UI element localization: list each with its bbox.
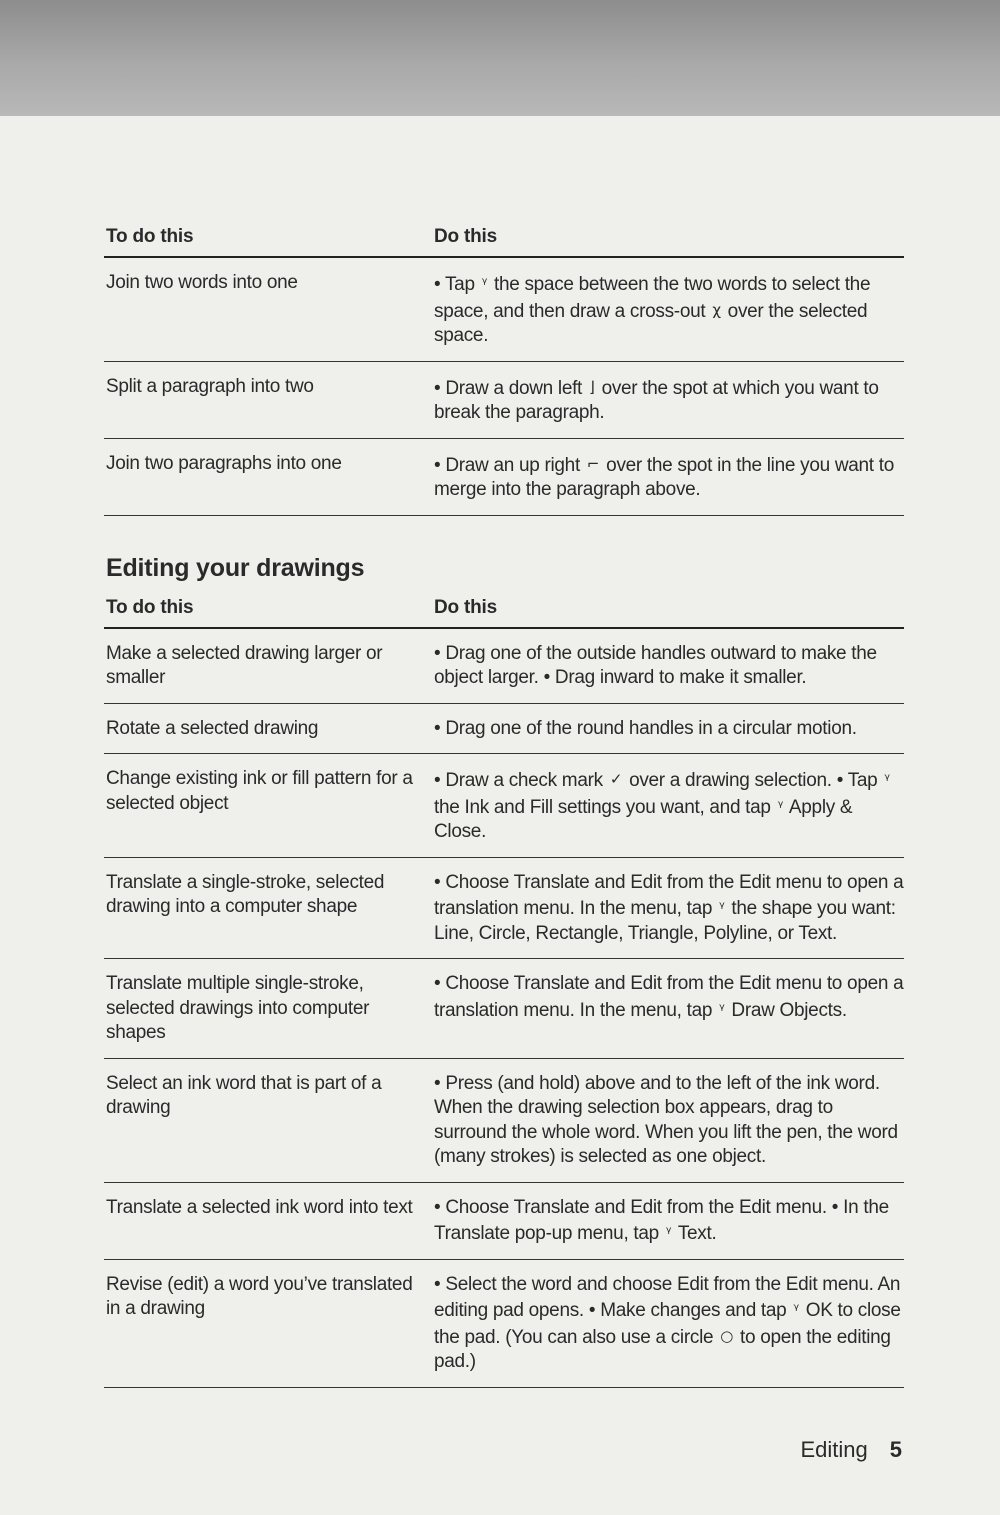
tap-gesture-icon: ᵞ	[777, 796, 783, 815]
table-row	[104, 257, 904, 361]
task-cell: Change existing ink or fill pattern for a selected object	[104, 754, 432, 858]
steps-text: • Draw an up right	[434, 454, 585, 476]
steps-text: the space between the two words to select the space, and then draw a cross-out	[434, 274, 871, 322]
table-body	[104, 257, 904, 515]
table-row	[104, 857, 904, 959]
steps-text: the shape you want: Line, Circle, Rectangle, Triangle, Polyline, or Text.	[434, 898, 896, 944]
steps-text: over the spot in the line you want to merge into the paragraph above.	[434, 454, 894, 500]
steps-text: over the spot at which you want to break the paragraph.	[434, 377, 879, 423]
steps-text: OK to close the pad. (You can also use a circle	[434, 1300, 901, 1348]
column-header-steps: Do this	[432, 593, 904, 628]
steps-cell	[432, 257, 904, 361]
steps-text: • Press (and hold) above and to the left of the ink word. When the drawing selection box appears, drag to surround the whole word. When you lift the pen, the word (many strokes) is selected as one object.	[434, 1072, 898, 1167]
task-cell: Translate a selected ink word into text	[104, 1182, 432, 1259]
steps-text: to open the editing pad.)	[434, 1326, 891, 1372]
steps-text: • Choose Translate and Edit from the Edit menu. • In the Translate pop-up menu, tap	[434, 1196, 889, 1244]
down-left-gesture-icon: ⌋	[589, 377, 595, 396]
circle-gesture-icon: ○	[720, 1326, 734, 1345]
footer-section-name: Editing	[800, 1437, 868, 1462]
gesture-table-text	[104, 222, 904, 516]
task-cell: Revise (edit) a word you’ve translated in a drawing	[104, 1259, 432, 1387]
steps-text: • Select the word and choose Edit from the Edit menu. An editing pad opens. • Make changes and tap	[434, 1273, 901, 1321]
tap-gesture-icon: ᵞ	[884, 770, 890, 788]
task-cell: Translate multiple single-stroke, selected drawings into computer shapes	[104, 959, 432, 1059]
table-row	[104, 1182, 904, 1259]
steps-text: • Drag one of the round handles in a circular motion.	[434, 717, 857, 739]
steps-text: • Drag one of the outside handles outward to make the object larger. • Drag inward to make it smaller.	[434, 642, 877, 688]
up-right-gesture-icon: ⌐	[586, 454, 600, 473]
table-row	[104, 754, 904, 858]
steps-cell	[432, 1058, 904, 1182]
steps-text: • Draw a check mark	[434, 770, 608, 791]
table-row	[104, 959, 904, 1059]
table-row	[104, 703, 904, 754]
task-cell: Join two paragraphs into one	[104, 438, 432, 515]
steps-text: • Choose Translate and Edit from the Edit menu to open a translation menu. In the menu, tap	[434, 973, 904, 1021]
steps-cell	[432, 703, 904, 754]
page-number: 5	[889, 1437, 902, 1462]
steps-cell	[432, 1259, 904, 1387]
table-row	[104, 628, 904, 704]
steps-cell	[432, 628, 904, 704]
cross-out-gesture-icon: χ	[712, 300, 721, 319]
column-header-task: To do this	[104, 593, 432, 628]
table-row	[104, 438, 904, 515]
steps-text: over a drawing selection. • Tap	[624, 770, 883, 791]
steps-text: • Draw a down left	[434, 377, 588, 399]
steps-text: Text.	[673, 1223, 717, 1244]
check-mark-gesture-icon: ✓	[609, 770, 623, 788]
page-content	[104, 222, 904, 1388]
table-row	[104, 361, 904, 438]
table-header-row	[104, 593, 904, 628]
gesture-table-drawings	[104, 593, 904, 1388]
steps-cell	[432, 959, 904, 1059]
section-title: Editing your drawings	[106, 553, 365, 582]
column-header-task: To do this	[104, 222, 432, 257]
task-cell: Translate a single-stroke, selected drawing into a computer shape	[104, 857, 432, 959]
steps-text: • Choose Translate and Edit from the Edit menu to open a translation menu. In the menu, tap	[434, 871, 904, 919]
task-cell: Split a paragraph into two	[104, 361, 432, 438]
steps-cell	[432, 438, 904, 515]
steps-text: Draw Objects.	[726, 999, 847, 1021]
tap-gesture-icon: ᵞ	[481, 274, 487, 292]
steps-text: over the selected space.	[434, 300, 868, 346]
steps-cell	[432, 857, 904, 959]
steps-text: • Tap	[434, 274, 480, 295]
steps-text: the Ink and Fill settings you want, and tap	[434, 796, 776, 818]
table-row	[104, 1058, 904, 1182]
task-cell: Make a selected drawing larger or smaller	[104, 628, 432, 704]
task-cell: Select an ink word that is part of a drawing	[104, 1058, 432, 1182]
steps-cell	[432, 1182, 904, 1259]
table-header-row	[104, 222, 904, 257]
steps-text: Apply & Close.	[434, 796, 853, 842]
header-band	[0, 0, 1000, 116]
tap-gesture-icon: ᵞ	[719, 898, 725, 916]
steps-cell	[432, 361, 904, 438]
column-header-steps: Do this	[432, 222, 904, 257]
table-row	[104, 1259, 904, 1387]
tap-gesture-icon: ᵞ	[665, 1223, 672, 1241]
task-cell: Rotate a selected drawing	[104, 703, 432, 754]
page-footer	[800, 1437, 902, 1463]
table-body	[104, 628, 904, 1388]
tap-gesture-icon: ᵞ	[793, 1300, 799, 1318]
task-cell: Join two words into one	[104, 257, 432, 361]
steps-cell	[432, 754, 904, 858]
tap-gesture-icon: ᵞ	[719, 999, 725, 1018]
